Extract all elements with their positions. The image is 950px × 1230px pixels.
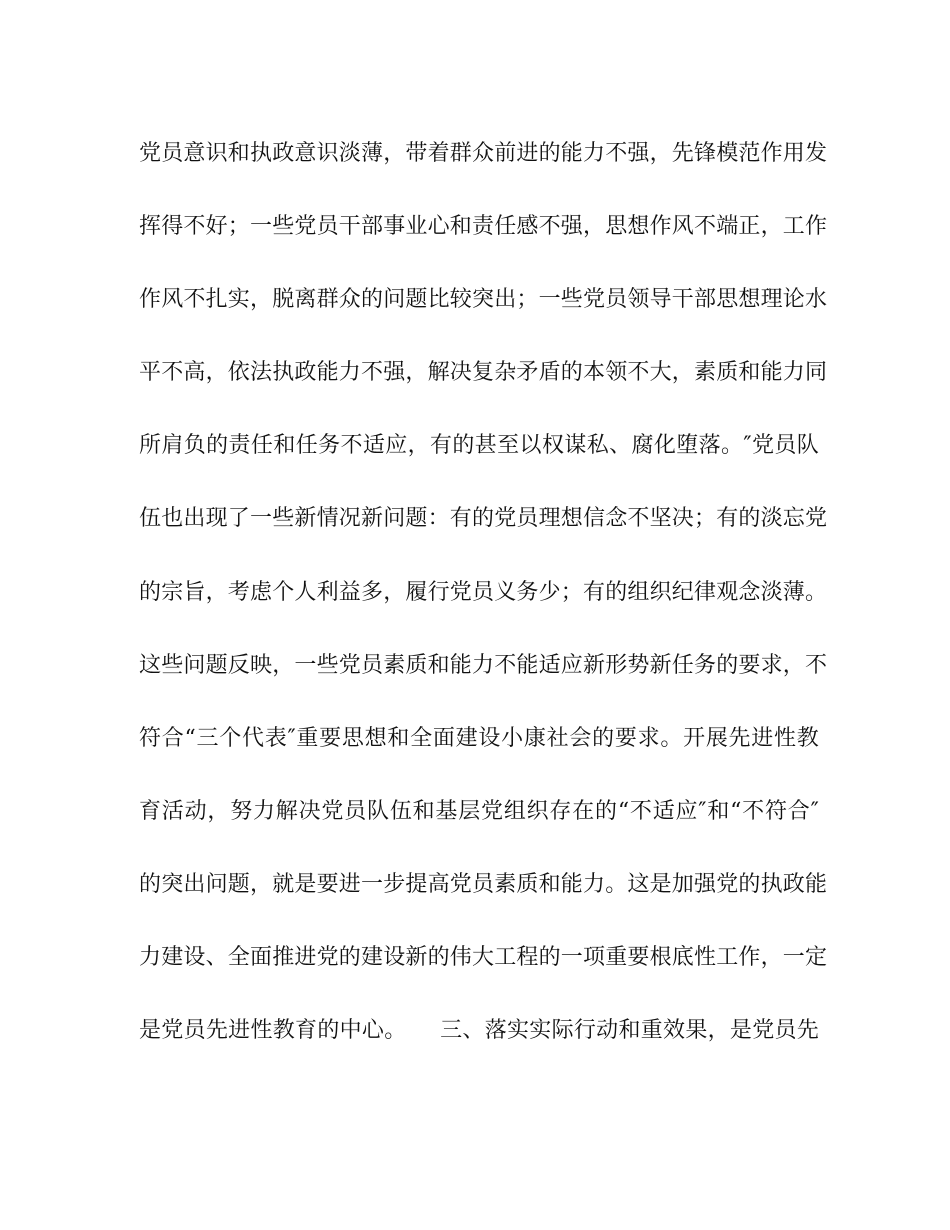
text-line-12: 力建设、全面推进党的建设新的伟大工程的一项重要根底性工作，一定 xyxy=(139,945,828,971)
text-line-4: 平不高，依法执政能力不强，解决复杂矛盾的本领不大，素质和能力同 xyxy=(139,360,828,386)
text-line-2: 挥得不好；一些党员干部事业心和责任感不强，思想作风不端正，工作 xyxy=(139,214,828,240)
text-line-10: 育活动，努力解决党员队伍和基层党组织存在的“不适应″和“不符合″ xyxy=(139,798,819,824)
text-line-6: 伍也出现了一些新情况新问题：有的党员理想信念不坚决；有的淡忘党 xyxy=(139,506,828,532)
text-line-3: 作风不扎实，脱离群众的问题比较突出；一些党员领导干部思想理论水 xyxy=(139,287,828,313)
text-line-11: 的突出问题，就是要进一步提高党员素质和能力。这是加强党的执政能 xyxy=(139,871,828,897)
text-line-1: 党员意识和执政意识淡薄，带着群众前进的能力不强，先锋模范作用发 xyxy=(139,141,828,166)
text-line-7: 的宗旨，考虑个人利益多，履行党员义务少；有的组织纪律观念淡薄。 xyxy=(139,579,828,605)
text-line-8: 这些问题反映，一些党员素质和能力不能适应新形势新任务的要求，不 xyxy=(139,652,828,678)
text-line-5: 所肩负的责任和任务不适应，有的甚至以权谋私、腐化堕落。″党员队 xyxy=(139,433,819,459)
text-line-13: 是党员先进性教育的中心。 三、落实实际行动和重效果，是党员先 xyxy=(139,1018,819,1044)
document-body xyxy=(139,135,828,1085)
text-line-9: 符合“三个代表″重要思想和全面建设小康社会的要求。开展先进性教 xyxy=(139,725,819,751)
